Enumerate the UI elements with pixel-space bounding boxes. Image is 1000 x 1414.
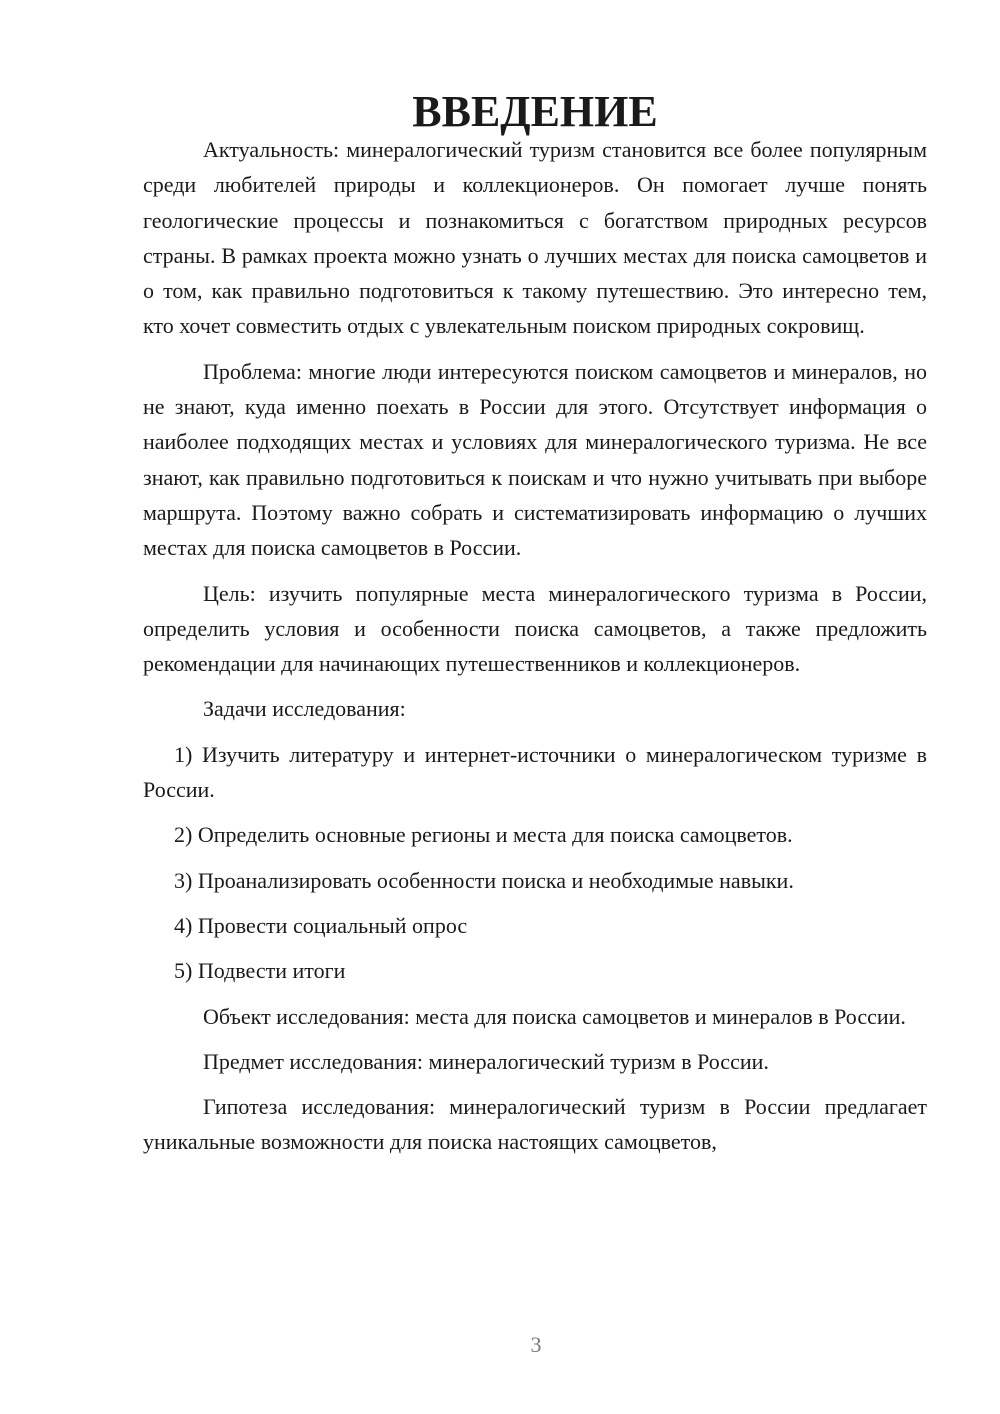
task-item: 3) Проанализировать особенности поиска и необходимые навыки. [174,867,794,893]
object-paragraph: Объект исследования: места для поиска самоцветов и минералов в России. [203,1003,906,1029]
page-content [143,87,927,1170]
task-item: 4) Провести социальный опрос [174,912,468,938]
relevance-paragraph: Актуальность: минералогический туризм становится все более популярным среди любителей природы и коллекционеров. Он помогает лучше понять геологические процессы и познакомиться с богатством природных ресурсов страны. В рамках проекта можно узнать о лучших местах для поиска самоцветов и о том, как правильно подготовиться к такому путешествию. Это интересно тем, кто хочет совместить отдых с увлекательным поиском природных сокровищ. [143,137,927,339]
hypothesis-paragraph: Гипотеза исследования: минералогический туризм в России предлагает уникальные возможности для поиска настоящих самоцветов, [143,1094,927,1155]
page-number: 3 [530,1332,542,1357]
problem-paragraph: Проблема: многие люди интересуются поиском самоцветов и минералов, но не знают, куда именно поехать в России для этого. Отсутствует информация о наиболее подходящих местах и условиях для минералогического туризма. Не все знают, как правильно подготовиться к поискам и что нужно учитывать при выборе маршрута. Поэтому важно собрать и систематизировать информацию о лучших местах для поиска самоцветов в России. [143,358,927,561]
task-item: 1) Изучить литературу и интернет-источники о минералогическом туризме в России. [143,741,927,803]
page-title: ВВЕДЕНИЕ [412,87,658,136]
goal-paragraph: Цель: изучить популярные места минералогического туризма в России, определить условия и особенности поиска самоцветов, а также предложить рекомендации для начинающих путешественников и коллекционеров. [143,580,927,677]
tasks-heading: Задачи исследования: [203,696,406,722]
task-item: 2) Определить основные регионы и места для поиска самоцветов. [174,822,793,848]
task-item: 5) Подвести итоги [174,958,346,984]
subject-paragraph: Предмет исследования: минералогический туризм в России. [203,1048,769,1074]
